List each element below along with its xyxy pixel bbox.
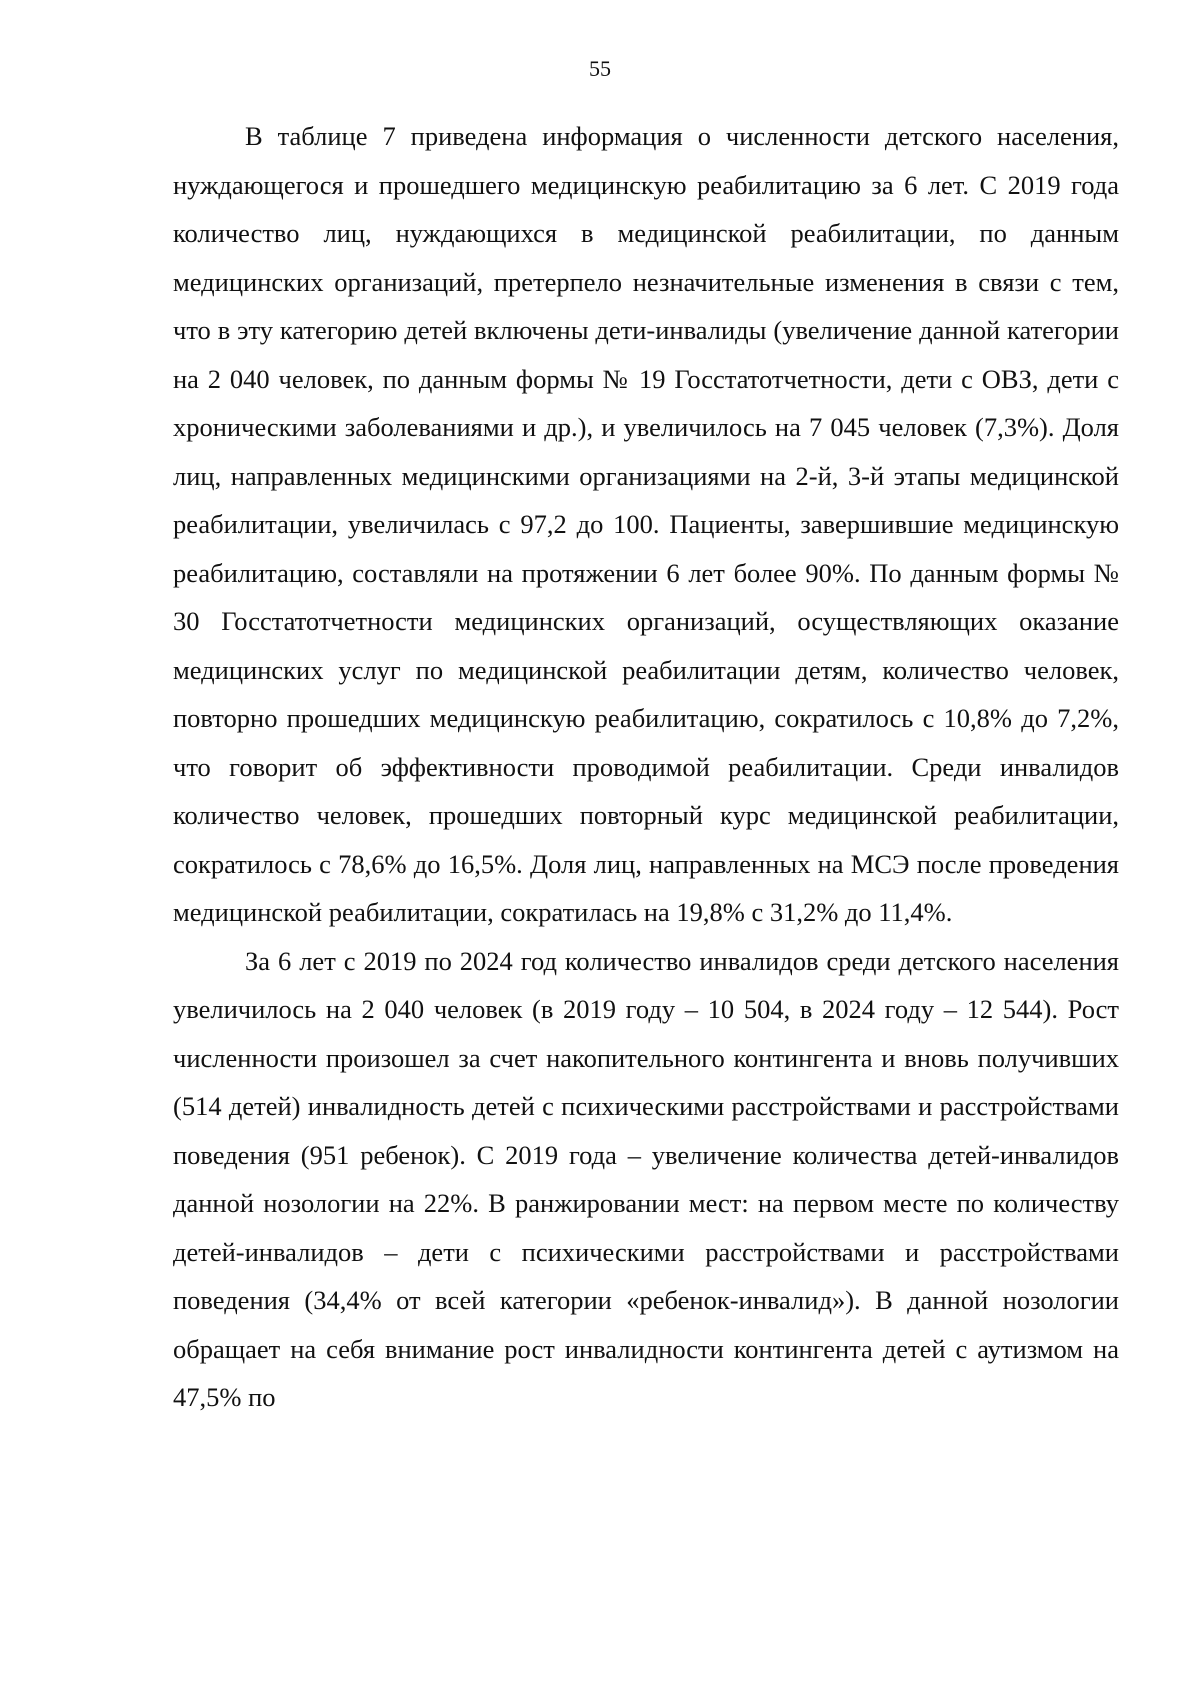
paragraph-disability-statistics: За 6 лет с 2019 по 2024 год количество инвалидов среди детского населения увеличилось на 2 040 человек (в 2019 году – 10 504, в 2024 году – 12 544). Рост численности произошел за счет накопительного контингента и вновь получивших (514 детей) инвалидность детей с психическими расстройствами и расстройствами поведения (951 ребенок). С 2019 года – увеличение количества детей-инвалидов данной нозологии на 22%. В ранжировании мест: на первом месте по количеству детей-инвалидов – дети с психическими расстройствами и расстройствами поведения (34,4% от всей категории «ребенок-инвалид»). В данной нозологии обращает на себя внимание рост инвалидности контингента детей с аутизмом на 47,5% по — [173, 945, 1119, 1412]
body-text — [173, 112, 1119, 1422]
page-number: 55 — [589, 56, 611, 81]
paragraph-rehabilitation-statistics: В таблице 7 приведена информация о численности детского населения, нуждающегося и прошедшего медицинскую реабилитацию за 6 лет. С 2019 года количество лиц, нуждающихся в медицинской реабилитации, по данным медицинских организаций, претерпело незначительные изменения в связи с тем, что в эту категорию детей включены дети-инвалиды (увеличение данной категории на 2 040 человек, по данным формы № 19 Госстатотчетности, дети с ОВЗ, дети с хроническими заболеваниями и др.), и увеличилось на 7 045 человек (7,3%). Доля лиц, направленных медицинскими организациями на 2-й, 3-й этапы медицинской реабилитации, увеличилась с 97,2 до 100. Пациенты, завершившие медицинскую реабилитацию, составляли на протяжении 6 лет более 90%. По данным формы № 30 Госстатотчетности медицинских организаций, осуществляющих оказание медицинских услуг по медицинской реабилитации детям, количество человек, повторно прошедших медицинскую реабилитацию, сократилось с 10,8% до 7,2%, что говорит об эффективности проводимой реабилитации. Среди инвалидов количество человек, прошедших повторный курс медицинской реабилитации, сократилось с 78,6% до 16,5%. Доля лиц, направленных на МСЭ после проведения медицинской реабилитации, сократилась на 19,8% с 31,2% до 11,4%. — [173, 121, 1119, 927]
